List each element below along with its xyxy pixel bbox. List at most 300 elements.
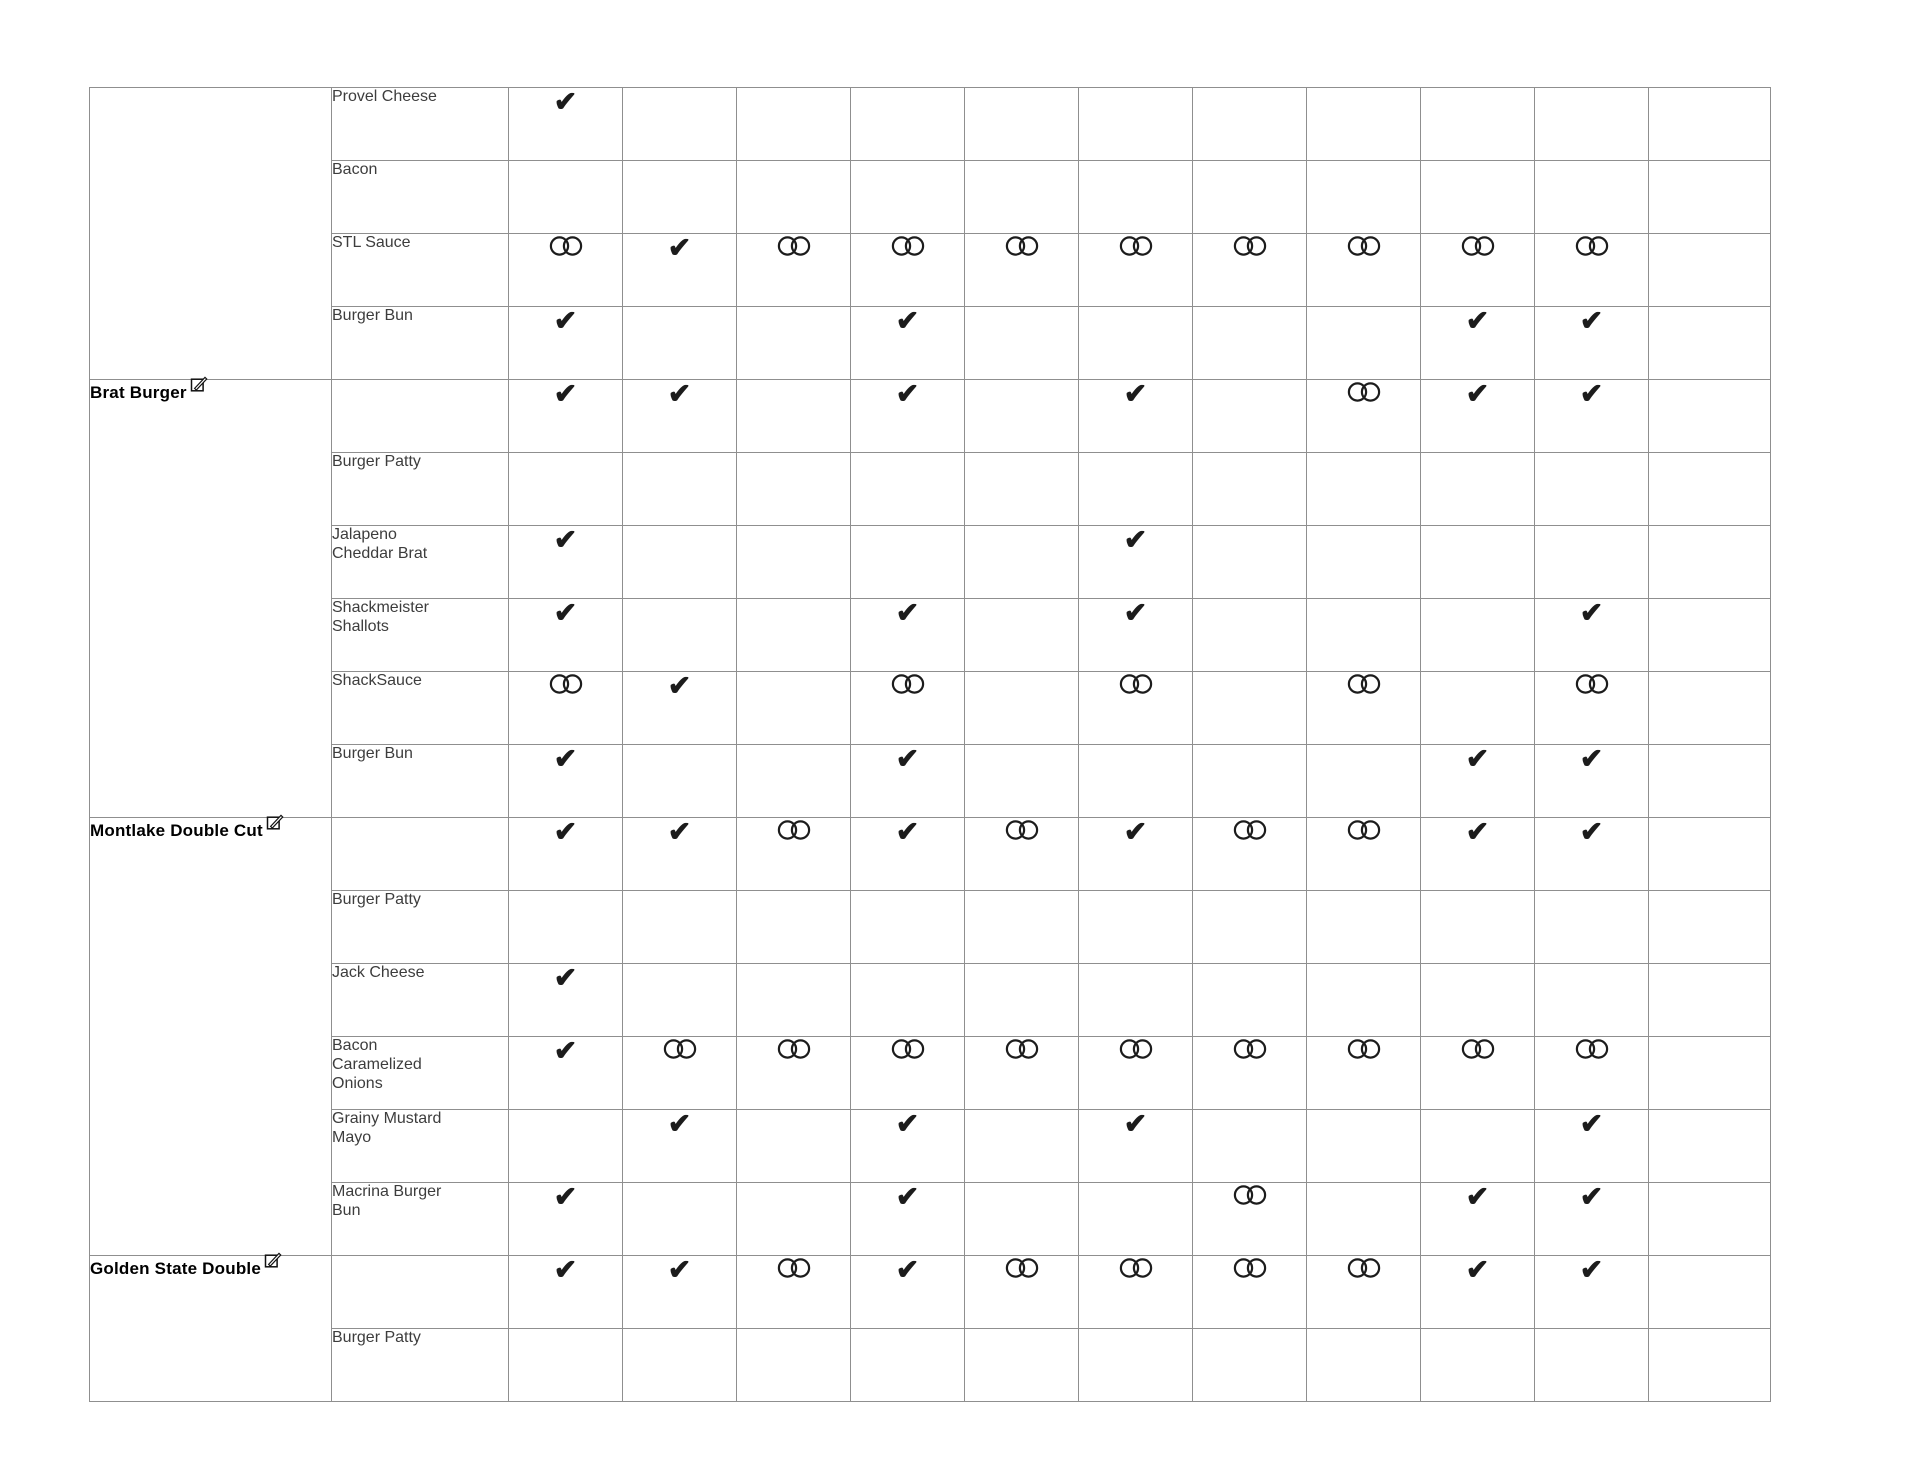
contains-check-icon: ✔ [895, 597, 920, 628]
spacer-cell [1649, 1329, 1771, 1402]
allergen-cell [509, 161, 623, 234]
allergen-cell [1535, 526, 1649, 599]
allergen-cell [509, 599, 623, 672]
allergen-cell [1193, 672, 1307, 745]
allergen-cell [851, 88, 965, 161]
allergen-cell [1535, 1329, 1649, 1402]
allergen-cell [1307, 380, 1421, 453]
allergen-cell [737, 307, 851, 380]
ingredient-cell [332, 526, 509, 599]
ingredient-row [90, 307, 1771, 380]
allergen-matrix-table [89, 87, 1771, 1402]
item-row [90, 380, 1771, 453]
allergen-cell [1193, 453, 1307, 526]
spacer-cell [1649, 453, 1771, 526]
allergen-cell [509, 1329, 623, 1402]
allergen-cell [623, 818, 737, 891]
ingredient-cell [332, 599, 509, 672]
item-name: Golden State Double [90, 1259, 261, 1278]
ingredient-row [90, 1329, 1771, 1402]
allergen-cell [623, 964, 737, 1037]
ingredient-row [90, 1110, 1771, 1183]
allergen-cell [509, 88, 623, 161]
ingredient-row [90, 234, 1771, 307]
contains-check-icon: ✔ [1579, 1181, 1604, 1212]
allergen-cell [1535, 307, 1649, 380]
allergen-cell [509, 1110, 623, 1183]
ingredient-label: Burger Patty [332, 1329, 421, 1346]
allergen-cell [965, 88, 1079, 161]
allergen-cell [1535, 1037, 1649, 1110]
allergen-cell [1079, 964, 1193, 1037]
allergen-cell [851, 1110, 965, 1183]
allergen-matrix [89, 87, 1771, 1402]
contains-check-icon: ✔ [1465, 305, 1490, 336]
allergen-cell [1193, 964, 1307, 1037]
item-name: Brat Burger [90, 383, 187, 402]
allergen-cell [851, 161, 965, 234]
allergen-cell [623, 307, 737, 380]
ingredient-cell [332, 1110, 509, 1183]
allergen-cell [965, 526, 1079, 599]
allergen-cell [1535, 88, 1649, 161]
ingredient-cell [332, 88, 509, 161]
allergen-cell [737, 1037, 851, 1110]
allergen-cell [1079, 1183, 1193, 1256]
allergen-cell [623, 745, 737, 818]
contains-check-icon: ✔ [1123, 524, 1148, 555]
allergen-cell [737, 526, 851, 599]
ingredient-row [90, 891, 1771, 964]
may-contain-circles-icon [1231, 234, 1269, 258]
ingredient-cell [332, 1256, 509, 1329]
allergen-cell [509, 453, 623, 526]
allergen-cell [1307, 453, 1421, 526]
spacer-cell [1649, 891, 1771, 964]
may-contain-circles-icon [1345, 1256, 1383, 1280]
contains-check-icon: ✔ [553, 597, 578, 628]
allergen-cell [509, 1037, 623, 1110]
contains-check-icon: ✔ [1579, 1108, 1604, 1139]
allergen-cell [1535, 1256, 1649, 1329]
allergen-cell [1079, 599, 1193, 672]
allergen-cell [1421, 1329, 1535, 1402]
allergen-cell [623, 672, 737, 745]
ingredient-cell [332, 307, 509, 380]
allergen-cell [851, 1183, 965, 1256]
ingredient-cell [332, 1037, 509, 1110]
allergen-cell [965, 672, 1079, 745]
contains-check-icon: ✔ [667, 670, 692, 701]
allergen-cell [1307, 1329, 1421, 1402]
ingredient-label: Grainy Mustard Mayo [332, 1110, 442, 1146]
may-contain-circles-icon [775, 1037, 813, 1061]
spacer-cell [1649, 526, 1771, 599]
allergen-cell [1193, 161, 1307, 234]
allergen-cell [1307, 1110, 1421, 1183]
ingredient-row [90, 672, 1771, 745]
allergen-cell [737, 1110, 851, 1183]
ingredient-row [90, 453, 1771, 526]
may-contain-circles-icon [1117, 672, 1155, 696]
contains-check-icon: ✔ [553, 816, 578, 847]
contains-check-icon: ✔ [667, 1254, 692, 1285]
allergen-cell [1193, 818, 1307, 891]
contains-check-icon: ✔ [1579, 1254, 1604, 1285]
allergen-cell [965, 964, 1079, 1037]
allergen-cell [509, 891, 623, 964]
allergen-cell [1079, 1256, 1193, 1329]
may-contain-circles-icon [1573, 234, 1611, 258]
spacer-cell [1649, 307, 1771, 380]
allergen-cell [1079, 1329, 1193, 1402]
allergen-cell [965, 1110, 1079, 1183]
may-contain-circles-icon [1573, 672, 1611, 696]
allergen-cell [1079, 818, 1193, 891]
allergen-cell [1307, 234, 1421, 307]
contains-check-icon: ✔ [895, 1181, 920, 1212]
allergen-cell [1193, 891, 1307, 964]
allergen-cell [1307, 745, 1421, 818]
ingredient-label: Bacon Caramelized Onions [332, 1037, 422, 1092]
contains-check-icon: ✔ [1465, 816, 1490, 847]
allergen-cell [851, 1329, 965, 1402]
allergen-cell [851, 599, 965, 672]
allergen-cell [1079, 380, 1193, 453]
allergen-cell [509, 964, 623, 1037]
contains-check-icon: ✔ [895, 743, 920, 774]
allergen-cell [623, 1183, 737, 1256]
allergen-cell [1535, 161, 1649, 234]
contains-check-icon: ✔ [667, 1108, 692, 1139]
allergen-cell [1421, 161, 1535, 234]
may-contain-circles-icon [1003, 1037, 1041, 1061]
contains-check-icon: ✔ [553, 1035, 578, 1066]
may-contain-circles-icon [1117, 1037, 1155, 1061]
contains-check-icon: ✔ [895, 378, 920, 409]
allergen-cell [1421, 1256, 1535, 1329]
allergen-cell [623, 234, 737, 307]
allergen-cell [1193, 1329, 1307, 1402]
allergen-cell [1421, 1183, 1535, 1256]
spacer-cell [1649, 380, 1771, 453]
ingredient-label: Jalapeno Cheddar Brat [332, 526, 428, 562]
allergen-cell [1193, 526, 1307, 599]
allergen-cell [509, 818, 623, 891]
contains-check-icon: ✔ [1579, 378, 1604, 409]
spacer-cell [1649, 1183, 1771, 1256]
allergen-cell [1193, 1183, 1307, 1256]
contains-check-icon: ✔ [1465, 1254, 1490, 1285]
allergen-cell [1307, 307, 1421, 380]
allergen-cell [737, 964, 851, 1037]
allergen-cell [1421, 234, 1535, 307]
allergen-cell [1079, 88, 1193, 161]
allergen-cell [509, 380, 623, 453]
may-contain-circles-icon [1003, 1256, 1041, 1280]
edit-item-button[interactable] [190, 375, 208, 398]
contains-check-icon: ✔ [1465, 378, 1490, 409]
allergen-cell [737, 599, 851, 672]
contains-check-icon: ✔ [1579, 305, 1604, 336]
allergen-cell [965, 818, 1079, 891]
item-cell [90, 818, 332, 1256]
allergen-cell [1421, 599, 1535, 672]
allergen-cell [965, 891, 1079, 964]
edit-icon [266, 813, 284, 831]
allergen-cell [1079, 453, 1193, 526]
allergen-cell [1535, 234, 1649, 307]
allergen-cell [1079, 234, 1193, 307]
edit-icon [264, 1251, 282, 1269]
allergen-cell [1535, 672, 1649, 745]
ingredient-cell [332, 380, 509, 453]
allergen-cell [1421, 1110, 1535, 1183]
may-contain-circles-icon [775, 1256, 813, 1280]
allergen-cell [623, 1329, 737, 1402]
allergen-cell [1079, 161, 1193, 234]
contains-check-icon: ✔ [1579, 743, 1604, 774]
allergen-cell [623, 526, 737, 599]
allergen-cell [737, 891, 851, 964]
allergen-cell [1535, 818, 1649, 891]
may-contain-circles-icon [547, 234, 585, 258]
allergen-cell [1193, 307, 1307, 380]
edit-icon [190, 375, 208, 393]
ingredient-cell [332, 745, 509, 818]
ingredient-row [90, 88, 1771, 161]
item-cell [90, 88, 332, 380]
allergen-cell [1193, 88, 1307, 161]
ingredient-cell [332, 234, 509, 307]
allergen-cell [737, 234, 851, 307]
allergen-cell [1307, 891, 1421, 964]
allergen-cell [623, 891, 737, 964]
allergen-cell [851, 818, 965, 891]
spacer-cell [1649, 964, 1771, 1037]
spacer-cell [1649, 745, 1771, 818]
allergen-cell [1307, 672, 1421, 745]
ingredient-cell [332, 161, 509, 234]
allergen-cell [1193, 380, 1307, 453]
allergen-cell [737, 1183, 851, 1256]
allergen-cell [1535, 453, 1649, 526]
allergen-cell [737, 380, 851, 453]
allergen-cell [965, 453, 1079, 526]
ingredient-label: Jack Cheese [332, 964, 425, 981]
item-cell [90, 1256, 332, 1402]
spacer-cell [1649, 818, 1771, 891]
may-contain-circles-icon [775, 234, 813, 258]
allergen-cell [1307, 1256, 1421, 1329]
allergen-cell [1079, 307, 1193, 380]
allergen-cell [1421, 891, 1535, 964]
allergen-cell [509, 745, 623, 818]
allergen-cell [1535, 380, 1649, 453]
allergen-cell [509, 234, 623, 307]
contains-check-icon: ✔ [667, 378, 692, 409]
ingredient-label: Macrina Burger Bun [332, 1183, 442, 1219]
ingredient-row [90, 964, 1771, 1037]
allergen-cell [851, 1037, 965, 1110]
allergen-cell [851, 307, 965, 380]
ingredient-label: ShackSauce [332, 672, 422, 689]
item-row [90, 1256, 1771, 1329]
may-contain-circles-icon [661, 1037, 699, 1061]
spacer-cell [1649, 1256, 1771, 1329]
allergen-cell [1079, 891, 1193, 964]
item-cell [90, 380, 332, 818]
ingredient-label: Bacon [332, 161, 378, 178]
allergen-cell [623, 88, 737, 161]
allergen-cell [1535, 891, 1649, 964]
may-contain-circles-icon [1117, 1256, 1155, 1280]
may-contain-circles-icon [1345, 672, 1383, 696]
contains-check-icon: ✔ [1579, 597, 1604, 628]
ingredient-cell [332, 964, 509, 1037]
may-contain-circles-icon [1231, 1037, 1269, 1061]
allergen-cell [1307, 88, 1421, 161]
ingredient-label: Burger Bun [332, 745, 413, 762]
allergen-cell [1535, 1110, 1649, 1183]
allergen-cell [851, 745, 965, 818]
allergen-cell [965, 1329, 1079, 1402]
allergen-cell [1421, 745, 1535, 818]
allergen-cell [1193, 599, 1307, 672]
allergen-cell [965, 1183, 1079, 1256]
spacer-cell [1649, 234, 1771, 307]
allergen-cell [965, 1256, 1079, 1329]
contains-check-icon: ✔ [553, 524, 578, 555]
spacer-cell [1649, 161, 1771, 234]
contains-check-icon: ✔ [1465, 1181, 1490, 1212]
allergen-cell [509, 307, 623, 380]
may-contain-circles-icon [1003, 818, 1041, 842]
allergen-cell [737, 672, 851, 745]
contains-check-icon: ✔ [553, 962, 578, 993]
allergen-cell [509, 1256, 623, 1329]
allergen-cell [851, 380, 965, 453]
allergen-cell [851, 672, 965, 745]
allergen-cell [1421, 88, 1535, 161]
allergen-cell [1421, 307, 1535, 380]
may-contain-circles-icon [1231, 1256, 1269, 1280]
allergen-cell [1535, 599, 1649, 672]
ingredient-label: Shackmeister Shallots [332, 599, 429, 635]
edit-item-button[interactable] [264, 1251, 282, 1274]
ingredient-row [90, 526, 1771, 599]
allergen-cell [1307, 1037, 1421, 1110]
allergen-cell [1307, 599, 1421, 672]
allergen-cell [965, 380, 1079, 453]
allergen-cell [623, 380, 737, 453]
spacer-cell [1649, 672, 1771, 745]
may-contain-circles-icon [1231, 1183, 1269, 1207]
allergen-cell [1421, 672, 1535, 745]
allergen-cell [851, 891, 965, 964]
allergen-cell [1193, 234, 1307, 307]
contains-check-icon: ✔ [553, 743, 578, 774]
contains-check-icon: ✔ [1123, 1108, 1148, 1139]
allergen-cell [1535, 1183, 1649, 1256]
contains-check-icon: ✔ [895, 305, 920, 336]
allergen-cell [737, 88, 851, 161]
spacer-cell [1649, 1037, 1771, 1110]
allergen-cell [1307, 964, 1421, 1037]
allergen-cell [1421, 453, 1535, 526]
allergen-cell [1535, 745, 1649, 818]
ingredient-cell [332, 1329, 509, 1402]
allergen-cell [623, 453, 737, 526]
ingredient-label: Burger Patty [332, 891, 421, 908]
ingredient-label: Burger Bun [332, 307, 413, 324]
item-row [90, 818, 1771, 891]
allergen-cell [1193, 1256, 1307, 1329]
allergen-cell [965, 307, 1079, 380]
allergen-cell [623, 1037, 737, 1110]
ingredient-cell [332, 818, 509, 891]
contains-check-icon: ✔ [1123, 378, 1148, 409]
allergen-cell [1079, 1110, 1193, 1183]
allergen-cell [1421, 1037, 1535, 1110]
allergen-cell [509, 1183, 623, 1256]
may-contain-circles-icon [547, 672, 585, 696]
ingredient-row [90, 1037, 1771, 1110]
ingredient-row [90, 1183, 1771, 1256]
allergen-cell [1307, 161, 1421, 234]
allergen-cell [851, 964, 965, 1037]
ingredient-cell [332, 891, 509, 964]
spacer-cell [1649, 1110, 1771, 1183]
edit-item-button[interactable] [266, 813, 284, 836]
may-contain-circles-icon [1345, 818, 1383, 842]
may-contain-circles-icon [1117, 234, 1155, 258]
contains-check-icon: ✔ [895, 1254, 920, 1285]
ingredient-label: Burger Patty [332, 453, 421, 470]
allergen-cell [851, 453, 965, 526]
item-name: Montlake Double Cut [90, 821, 263, 840]
contains-check-icon: ✔ [553, 305, 578, 336]
matrix-body [90, 88, 1771, 1402]
allergen-cell [623, 161, 737, 234]
allergen-cell [1421, 526, 1535, 599]
allergen-cell [851, 526, 965, 599]
allergen-cell [1307, 1183, 1421, 1256]
allergen-cell [1079, 1037, 1193, 1110]
ingredient-label: STL Sauce [332, 234, 411, 251]
allergen-cell [965, 1037, 1079, 1110]
allergen-cell [737, 453, 851, 526]
may-contain-circles-icon [1345, 1037, 1383, 1061]
allergen-cell [1307, 818, 1421, 891]
allergen-cell [509, 526, 623, 599]
allergen-cell [851, 234, 965, 307]
may-contain-circles-icon [1459, 234, 1497, 258]
allergen-cell [965, 161, 1079, 234]
may-contain-circles-icon [1231, 818, 1269, 842]
allergen-cell [737, 161, 851, 234]
contains-check-icon: ✔ [553, 378, 578, 409]
contains-check-icon: ✔ [667, 816, 692, 847]
allergen-cell [1421, 380, 1535, 453]
may-contain-circles-icon [1345, 380, 1383, 404]
allergen-cell [737, 1256, 851, 1329]
allergen-cell [965, 745, 1079, 818]
allergen-cell [509, 672, 623, 745]
contains-check-icon: ✔ [895, 816, 920, 847]
contains-check-icon: ✔ [553, 1254, 578, 1285]
allergen-cell [1193, 1110, 1307, 1183]
